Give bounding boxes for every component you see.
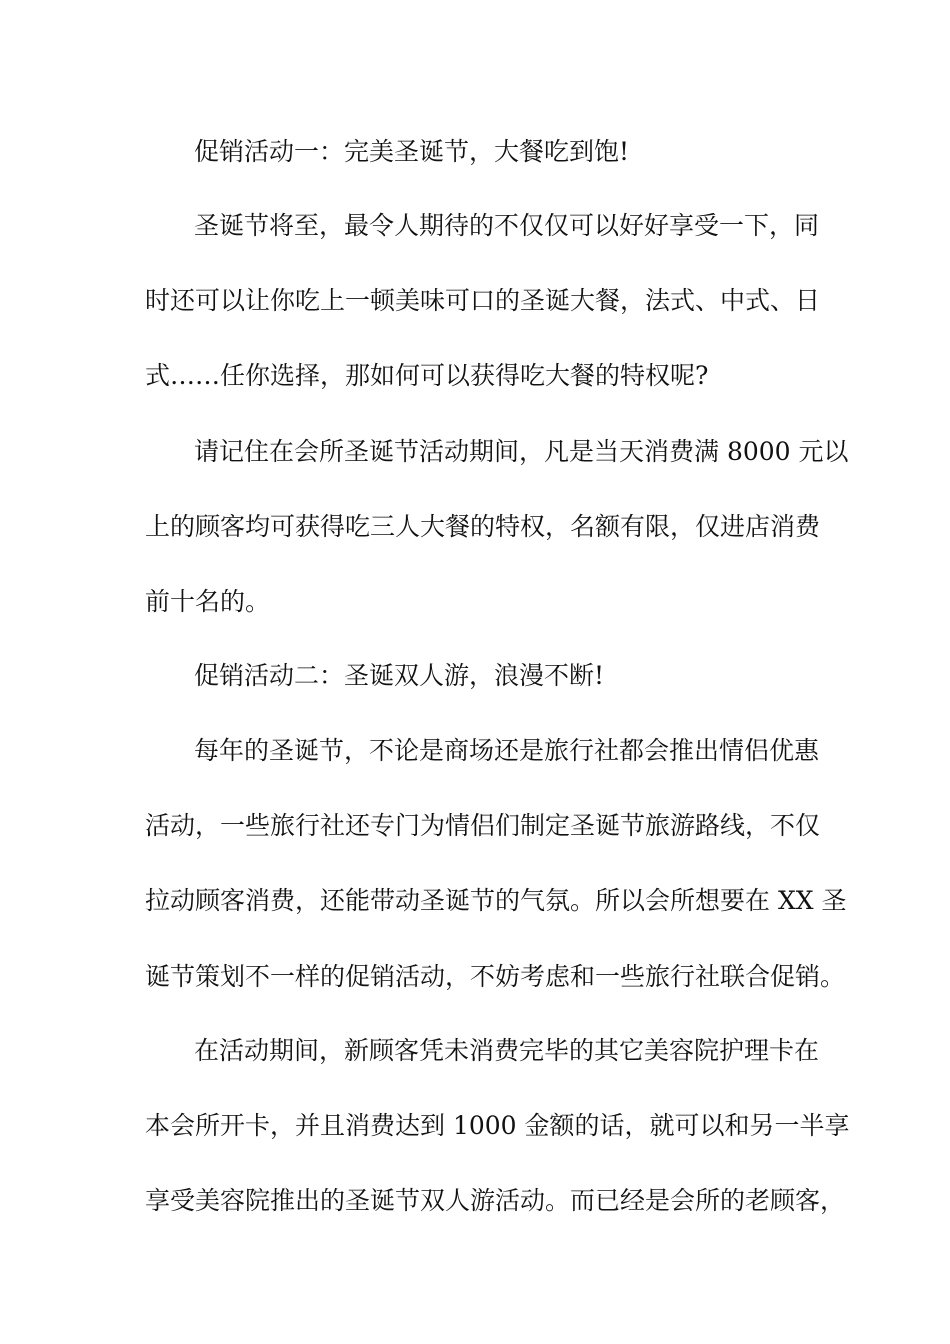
- paragraph-line: 本会所开卡，并且消费达到 1000 金额的话，就可以和另一半享: [145, 1111, 850, 1140]
- paragraph-line: 时还可以让你吃上一顿美味可口的圣诞大餐，法式、中式、日: [145, 286, 821, 315]
- paragraph-line: 式……任你选择，那如何可以获得吃大餐的特权呢?: [145, 361, 709, 390]
- paragraph-line: 活动，一些旅行社还专门为情侣们制定圣诞节旅游路线，不仅: [145, 811, 821, 840]
- paragraph-line: 诞节策划不一样的促销活动，不妨考虑和一些旅行社联合促销。: [145, 962, 846, 991]
- paragraph-line: 前十名的。: [145, 587, 271, 616]
- paragraph-line: 享受美容院推出的圣诞节双人游活动。而已经是会所的老顾客，: [145, 1186, 846, 1215]
- heading-promo-1: 促销活动一：完美圣诞节，大餐吃到饱!: [194, 137, 630, 166]
- paragraph-line: 每年的圣诞节，不论是商场还是旅行社都会推出情侣优惠: [194, 736, 820, 765]
- paragraph-line: 在活动期间，新顾客凭未消费完毕的其它美容院护理卡在: [194, 1036, 820, 1065]
- paragraph-line: 上的顾客均可获得吃三人大餐的特权，名额有限，仅进店消费: [145, 512, 821, 541]
- paragraph-line: 拉动顾客消费，还能带动圣诞节的气氛。所以会所想要在 XX 圣: [145, 886, 847, 915]
- heading-promo-2: 促销活动二：圣诞双人游，浪漫不断!: [194, 661, 605, 690]
- paragraph-line: 圣诞节将至，最令人期待的不仅仅可以好好享受一下，同: [194, 211, 820, 240]
- paragraph-line: 请记住在会所圣诞节活动期间，凡是当天消费满 8000 元以: [194, 437, 849, 466]
